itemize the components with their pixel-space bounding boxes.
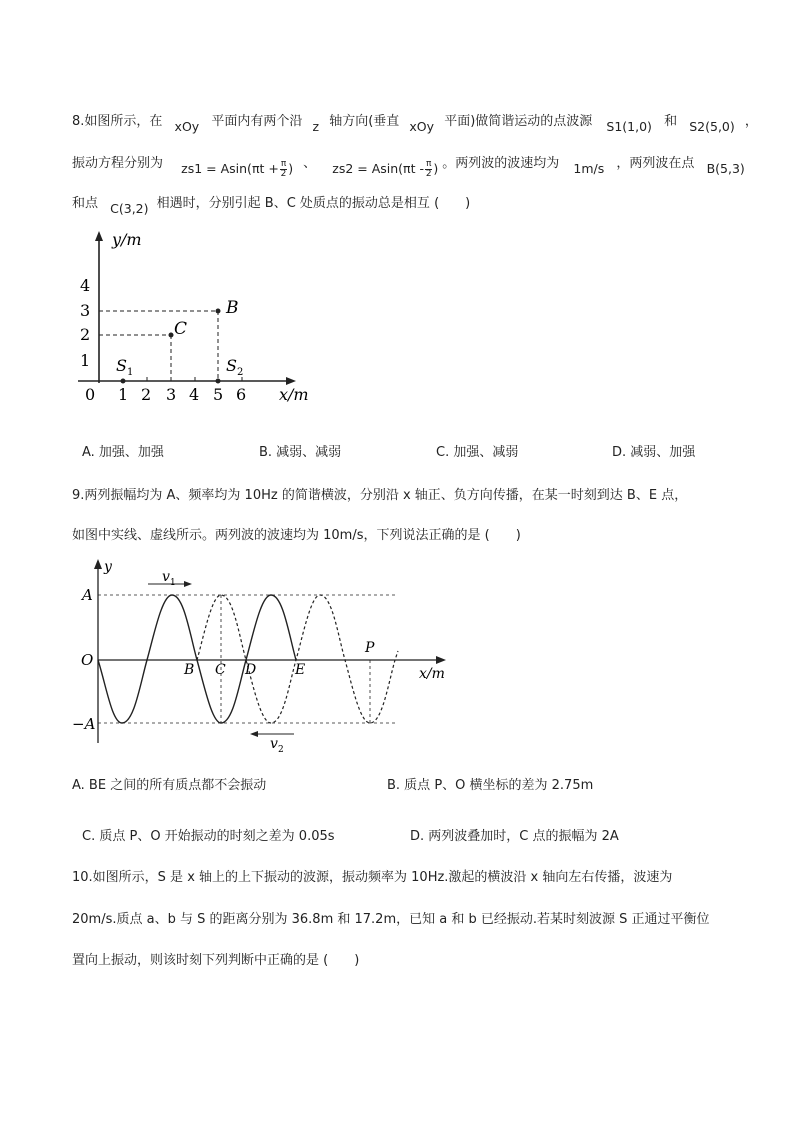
y-tick-label: 2 <box>80 325 91 344</box>
y-tick-label: 4 <box>80 276 91 295</box>
point-B-label: B <box>226 298 239 318</box>
q10-line1: 10.如图所示，S 是 x 轴上的上下振动的波源，振动频率为 10Hz.激起的横波沿 x 轴向左右传播，波速为 <box>72 870 673 885</box>
v2-label: v <box>270 736 278 752</box>
q9-option-b: B. 质点 P、O 横坐标的差为 2.75m <box>387 778 594 793</box>
y-axis-label: y/m <box>112 230 142 249</box>
y-axis-arrow <box>95 231 103 241</box>
point-E-label: E <box>295 662 306 678</box>
x-axis-arrow <box>286 377 296 385</box>
q9-option-d: D. 两列波叠加时，C 点的振幅为 2A <box>410 829 619 844</box>
y-tick-label: 1 <box>80 351 91 370</box>
x-axis-label: x/m <box>419 666 445 682</box>
equation-2: zs2 = Asin(πt - $\frac{\pi}{2}$ ) <box>332 159 439 179</box>
q8-line1: 8.如图所示，在 xOy 平面内有两个沿 z 轴方向(垂直 xOy 平面)做简谐运动的点波源 S1(1,0) 和 S2(5,0) ， <box>72 114 758 134</box>
point-D-label: D <box>245 662 257 678</box>
q9-line2: 如图中实线、虚线所示。两列波的波速均为 10m/s，下列说法正确的是 ( ) <box>72 528 521 543</box>
q9-line1: 9.两列振幅均为 A、频率均为 10Hz 的简谐横波，分别沿 x 轴正、负方向传播，在某一时刻到达 B、E 点， <box>72 488 688 503</box>
point-B <box>216 309 221 314</box>
fraction-pi-over-2: $\frac{\pi}{2}$ <box>425 159 432 179</box>
q8-option-d: D. 减弱、加强 <box>612 445 696 460</box>
q8-option-b: B. 减弱、减弱 <box>259 445 342 460</box>
q8-option-a: A. 加强、加强 <box>82 445 164 460</box>
x-axis-arrow <box>436 656 446 664</box>
point-B-label: B <box>184 662 195 678</box>
svg-text:2: 2 <box>278 745 284 755</box>
dashed-wave <box>197 595 398 723</box>
point-S2 <box>216 379 221 384</box>
origin-O-label: O <box>81 651 94 669</box>
svg-text:1: 1 <box>170 578 176 588</box>
q8-line3: 和点 C(3,2) 相遇时，分别引起 B、C 处质点的振动总是相互 ( ) <box>72 196 471 216</box>
x-tick-label: 1 <box>118 385 129 404</box>
svg-text:2: 2 <box>237 367 244 378</box>
q8-line2: 振动方程分别为 zs1 = Asin(πt + $\frac{\pi}{2}$ ) 、 zs2 = Asin(πt - $\frac{\pi}{2}$ ) 。两列波的波速均为 1m/s ，两列波在点 B(5,3) <box>72 156 745 179</box>
point-C <box>169 333 174 338</box>
point-C-label: C <box>174 319 188 339</box>
q10-line2: 20m/s.质点 a、b 与 S 的距离分别为 36.8m 和 17.2m，已知 a 和 b 已经振动.若某时刻波源 S 正通过平衡位 <box>72 912 710 927</box>
origin-label: 0 <box>85 385 96 404</box>
x-tick-label: 6 <box>236 385 247 404</box>
y-axis-label: y <box>104 559 112 575</box>
point-S2-label: S <box>226 356 237 375</box>
q9-option-c: C. 质点 P、O 开始振动的时刻之差为 0.05s <box>82 829 335 844</box>
v1-label: v <box>162 569 170 585</box>
fraction-pi-over-2: $\frac{\pi}{2}$ <box>280 159 287 179</box>
x-tick-label: 3 <box>166 385 177 404</box>
y-axis-arrow <box>94 559 102 569</box>
q9-wave-figure <box>70 555 460 755</box>
x-axis-label: x/m <box>279 385 309 404</box>
q8-coordinate-figure <box>70 225 330 410</box>
y-tick-label: 3 <box>80 301 91 320</box>
point-S1 <box>121 379 126 384</box>
point-P-label: P <box>365 640 375 656</box>
q9-option-a: A. BE 之间的所有质点都不会振动 <box>72 778 267 793</box>
amplitude-A-label: A <box>82 586 93 604</box>
equation-1: zs1 = Asin(πt + $\frac{\pi}{2}$ ) <box>181 159 294 179</box>
point-S1-label: S <box>116 356 127 375</box>
svg-text:1: 1 <box>127 367 134 378</box>
x-tick-label: 5 <box>213 385 224 404</box>
x-tick-label: 4 <box>189 385 200 404</box>
amplitude-negA-label: −A <box>72 715 96 733</box>
q10-line3: 置向上振动，则该时刻下列判断中正确的是 ( ) <box>72 953 360 968</box>
q8-option-c: C. 加强、减弱 <box>436 445 519 460</box>
x-tick-label: 2 <box>141 385 152 404</box>
point-C-label: C <box>215 662 226 678</box>
